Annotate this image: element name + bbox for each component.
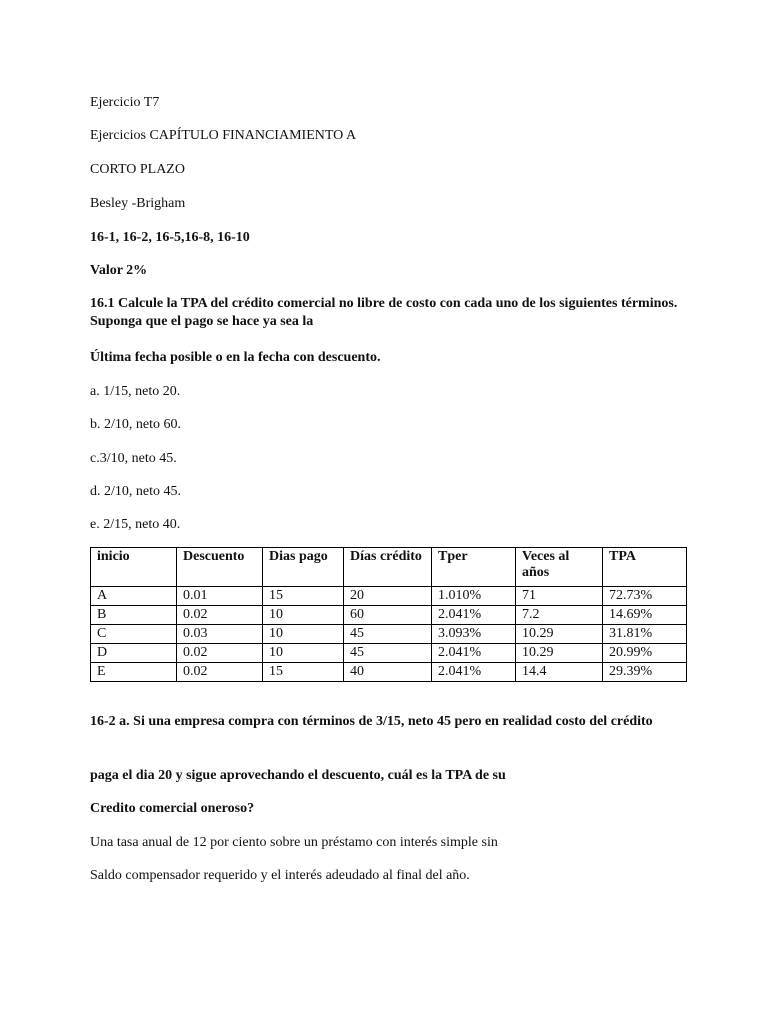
table-cell: 3.093%: [432, 625, 516, 644]
question-16-2-line-1: 16-2 a. Si una empresa compra con términos de 3/15, neto 45 pero en realidad costo del crédito: [90, 714, 653, 729]
table-cell: 2.041%: [432, 663, 516, 682]
column-header: Veces al años: [516, 548, 603, 587]
question-16-2-line-3: Credito comercial oneroso?: [90, 801, 255, 816]
table-cell: 45: [344, 644, 432, 663]
table-cell: 0.02: [177, 606, 263, 625]
column-header: Días crédito: [344, 548, 432, 587]
chapter-title-line-1: Ejercicios CAPÍTULO FINANCIAMIENTO A: [90, 128, 357, 143]
question-16-2-line-2: paga el dia 20 y sigue aprovechando el descuento, cuál es la TPA de su: [90, 768, 506, 783]
table-cell: 1.010%: [432, 587, 516, 606]
table-cell: 72.73%: [603, 587, 687, 606]
term-b: b. 2/10, neto 60.: [90, 417, 181, 432]
authors: Besley -Brigham: [90, 196, 186, 211]
table-cell: 10: [263, 625, 344, 644]
term-e: e. 2/15, neto 40.: [90, 517, 181, 532]
table-row: [91, 644, 687, 663]
table-row: [91, 625, 687, 644]
table-cell: 15: [263, 587, 344, 606]
table-cell: B: [91, 606, 177, 625]
table-row: [91, 663, 687, 682]
table-cell: 29.39%: [603, 663, 687, 682]
column-header: Descuento: [177, 548, 263, 587]
answer-line-2: Saldo compensador requerido y el interés adeudado al final del año.: [90, 868, 470, 883]
column-header: TPA: [603, 548, 687, 587]
column-header: inicio: [91, 548, 177, 587]
table-cell: 2.041%: [432, 606, 516, 625]
table-cell: 15: [263, 663, 344, 682]
table-cell: 60: [344, 606, 432, 625]
question-16-1-continuation: Última fecha posible o en la fecha con descuento.: [90, 350, 381, 365]
table-cell: 20.99%: [603, 644, 687, 663]
term-d: d. 2/10, neto 45.: [90, 484, 181, 499]
question-16-1: 16.1 Calcule la TPA del crédito comercial no libre de costo con cada uno de los siguientes términos. Suponga que el pago se hace ya sea la: [90, 296, 678, 329]
table-cell: E: [91, 663, 177, 682]
answer-line-1: Una tasa anual de 12 por ciento sobre un préstamo con interés simple sin: [90, 835, 498, 850]
term-c: c.3/10, neto 45.: [90, 451, 177, 466]
column-header: Tper: [432, 548, 516, 587]
exercise-title: Ejercicio T7: [90, 95, 160, 110]
table-cell: 31.81%: [603, 625, 687, 644]
table-cell: 0.03: [177, 625, 263, 644]
table-cell: C: [91, 625, 177, 644]
table-cell: D: [91, 644, 177, 663]
column-header: Dias pago: [263, 548, 344, 587]
table-header-row: [91, 548, 687, 587]
table-row: [91, 606, 687, 625]
table-cell: 10: [263, 606, 344, 625]
table-cell: A: [91, 587, 177, 606]
table-cell: 7.2: [516, 606, 603, 625]
table-cell: 0.02: [177, 644, 263, 663]
table-cell: 71: [516, 587, 603, 606]
table-cell: 10.29: [516, 625, 603, 644]
table-cell: 14.69%: [603, 606, 687, 625]
exercise-list: 16-1, 16-2, 16-5,16-8, 16-10: [90, 230, 250, 245]
table-cell: 20: [344, 587, 432, 606]
value-label: Valor 2%: [90, 263, 148, 278]
table-cell: 10.29: [516, 644, 603, 663]
chapter-title-line-2: CORTO PLAZO: [90, 162, 185, 177]
table-cell: 0.02: [177, 663, 263, 682]
table-cell: 14.4: [516, 663, 603, 682]
table-cell: 45: [344, 625, 432, 644]
table-cell: 0.01: [177, 587, 263, 606]
table-cell: 2.041%: [432, 644, 516, 663]
table-row: [91, 587, 687, 606]
results-table: [90, 547, 687, 682]
term-a: a. 1/15, neto 20.: [90, 384, 181, 399]
table-cell: 10: [263, 644, 344, 663]
table-cell: 40: [344, 663, 432, 682]
